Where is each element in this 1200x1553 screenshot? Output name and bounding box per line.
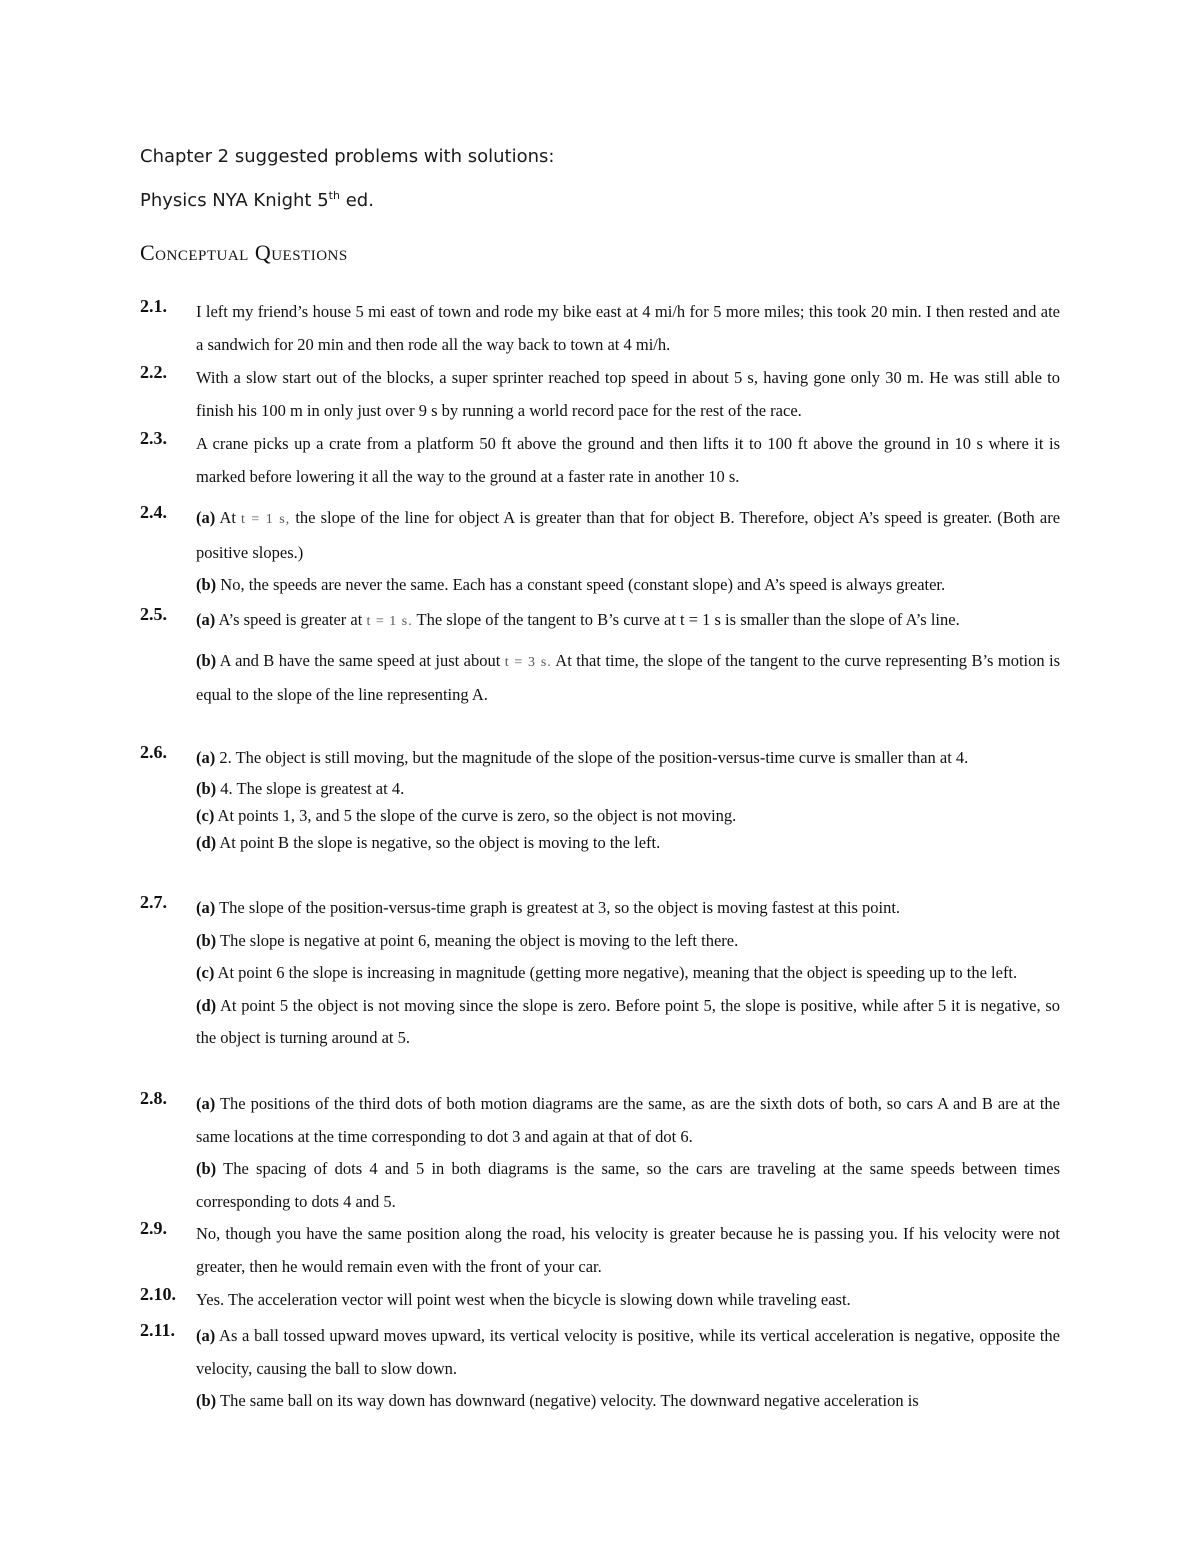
problem-body <box>196 892 1060 1055</box>
part-label: (a) <box>196 508 216 527</box>
part-label: (a) <box>196 748 216 767</box>
part-label: (b) <box>196 575 217 594</box>
part-label: (a) <box>196 1326 216 1345</box>
part-text: As a ball tossed upward moves upward, its vertical velocity is positive, while its vertical acceleration is negative, opposite the velocity, causing the ball to slow down. <box>196 1326 1060 1378</box>
problem-number: 2.8. <box>140 1088 167 1108</box>
part-b <box>196 1385 1060 1418</box>
problem-2-6 <box>140 742 1060 856</box>
part-a <box>196 502 1060 569</box>
problem-text: No, though you have the same position along the road, his velocity is greater because he is passing you. If his velocity were not greater, then he would remain even with the front of your car. <box>196 1224 1060 1276</box>
problem-text: With a slow start out of the blocks, a super sprinter reached top speed in about 5 s, having gone only 30 m. He was still able to finish his 100 m in only just over 9 s by running a world record pace for the rest of the race. <box>196 368 1060 420</box>
part-label: (b) <box>196 930 217 950</box>
problem-number: 2.3. <box>140 428 167 448</box>
part-text: No, the speeds are never the same. Each has a constant speed (constant slope) and A’s speed is always greater. <box>220 575 946 594</box>
math-expression: t = 3 s. <box>504 654 552 670</box>
part-text: The slope is negative at point 6, meaning the object is moving to the left there. <box>220 930 739 950</box>
part-text: At point 5 the object is not moving since the slope is zero. Before point 5, the slope is positive, while after 5 it is negative, so the object is turning around at 5. <box>196 995 1060 1047</box>
problem-body <box>196 742 1060 856</box>
part-label: (d) <box>196 995 217 1015</box>
part-text: 2. The object is still moving, but the magnitude of the slope of the position-versus-time curve is smaller than at 4. <box>219 748 969 767</box>
problem-number: 2.9. <box>140 1218 167 1238</box>
problem-2-10 <box>140 1284 1060 1317</box>
part-label: (b) <box>196 1391 217 1410</box>
problem-2-9 <box>140 1218 1060 1283</box>
problem-body <box>196 604 1060 712</box>
problem-number: 2.2. <box>140 362 167 382</box>
part-pre: At <box>219 508 236 527</box>
problem-number: 2.11. <box>140 1320 176 1340</box>
part-a <box>196 742 1060 775</box>
part-b <box>196 569 1060 602</box>
part-text: The same ball on its way down has downward (negative) velocity. The downward negative acceleration is <box>220 1391 919 1410</box>
problem-2-5 <box>140 604 1060 712</box>
problem-number: 2.7. <box>140 892 167 912</box>
part-a <box>196 1320 1060 1385</box>
part-a <box>196 604 1060 639</box>
part-a <box>196 1088 1060 1153</box>
part-text: The spacing of dots 4 and 5 in both diagrams is the same, so the cars are traveling at the same speeds between times corresponding to dots 4 and 5. <box>196 1159 1061 1211</box>
problem-2-4 <box>140 502 1060 602</box>
problem-body <box>196 502 1060 602</box>
problem-body <box>196 1320 1060 1418</box>
part-label: (c) <box>196 805 215 825</box>
problem-number: 2.4. <box>140 502 167 522</box>
problem-text: I left my friend’s house 5 mi east of town and rode my bike east at 4 mi/h for 5 more miles; this took 20 min. I then rested and ate a sandwich for 20 min and then rode all the way back to town at 4 mi/h. <box>196 302 1060 354</box>
problem-number: 2.5. <box>140 604 167 624</box>
part-b <box>196 925 1060 958</box>
part-b <box>196 775 1060 802</box>
part-label: (c) <box>196 963 215 982</box>
document-subtitle <box>140 189 374 211</box>
part-text: The slope of the tangent to B’s curve at t = 1 s is smaller than the slope of A’s line. <box>416 610 960 629</box>
part-text: the slope of the line for object A is greater than that for object B. Therefore, object A’s speed is greater. (Both are positive slopes.) <box>196 508 1061 562</box>
part-pre: A and B have the same speed at just about <box>219 650 501 670</box>
part-pre: A’s speed is greater at <box>218 610 363 629</box>
problem-body <box>196 1088 1060 1218</box>
document-title: Chapter 2 suggested problems with solutions: <box>140 146 555 167</box>
part-text: At point 6 the slope is increasing in magnitude (getting more negative), meaning that the object is speeding up to the left. <box>217 963 1018 982</box>
part-label: (b) <box>196 1159 217 1178</box>
problem-number: 2.1. <box>140 296 167 316</box>
part-text: The slope of the position-versus-time graph is greatest at 3, so the object is moving fastest at this point. <box>219 898 901 917</box>
math-expression: t = 1 s, <box>241 512 291 527</box>
part-c <box>196 802 1060 829</box>
problem-number: 2.10. <box>140 1284 176 1304</box>
problem-2-1 <box>140 296 1060 361</box>
part-label: (a) <box>196 610 216 629</box>
part-text: The positions of the third dots of both motion diagrams are the same, as are the sixth dots of both, so cars A and B are at the same locations at the time corresponding to dot 3 and again at that of dot 6. <box>196 1094 1060 1146</box>
part-label: (b) <box>196 650 217 670</box>
subtitle-suffix: ed. <box>339 190 374 211</box>
part-text: 4. The slope is greatest at 4. <box>220 778 405 798</box>
problem-text: Yes. The acceleration vector will point west when the bicycle is slowing down while traveling east. <box>196 1290 851 1309</box>
subtitle-superscript: th <box>328 189 340 202</box>
problem-2-2 <box>140 362 1060 427</box>
math-expression: t = 1 s. <box>366 614 413 629</box>
subtitle-text: Physics NYA Knight 5 <box>140 190 329 211</box>
problem-2-8 <box>140 1088 1060 1218</box>
part-label: (d) <box>196 832 217 852</box>
problem-2-7 <box>140 892 1060 1055</box>
part-a <box>196 892 1060 925</box>
part-label: (a) <box>196 1094 216 1113</box>
part-b <box>196 1153 1060 1218</box>
problem-2-3 <box>140 428 1060 493</box>
problem-number: 2.6. <box>140 742 167 762</box>
part-d <box>196 829 1060 856</box>
part-text: At points 1, 3, and 5 the slope of the curve is zero, so the object is not moving. <box>217 805 737 825</box>
part-c <box>196 957 1060 990</box>
problem-2-11 <box>140 1320 1060 1418</box>
part-text: At that time, the slope of the tangent to the curve representing B’s motion is equal to the slope of the line representing A. <box>196 650 1061 704</box>
part-label: (b) <box>196 778 217 798</box>
part-text: At point B the slope is negative, so the object is moving to the left. <box>219 832 661 852</box>
part-label: (a) <box>196 898 216 917</box>
part-b <box>196 645 1060 712</box>
problem-text: A crane picks up a crate from a platform 50 ft above the ground and then lifts it to 100 ft above the ground in 10 s where it is marked before lowering it all the way to the ground at a faster rate in another 10 s. <box>196 434 1060 486</box>
section-title: Conceptual Questions <box>140 240 348 265</box>
part-d <box>196 990 1060 1055</box>
